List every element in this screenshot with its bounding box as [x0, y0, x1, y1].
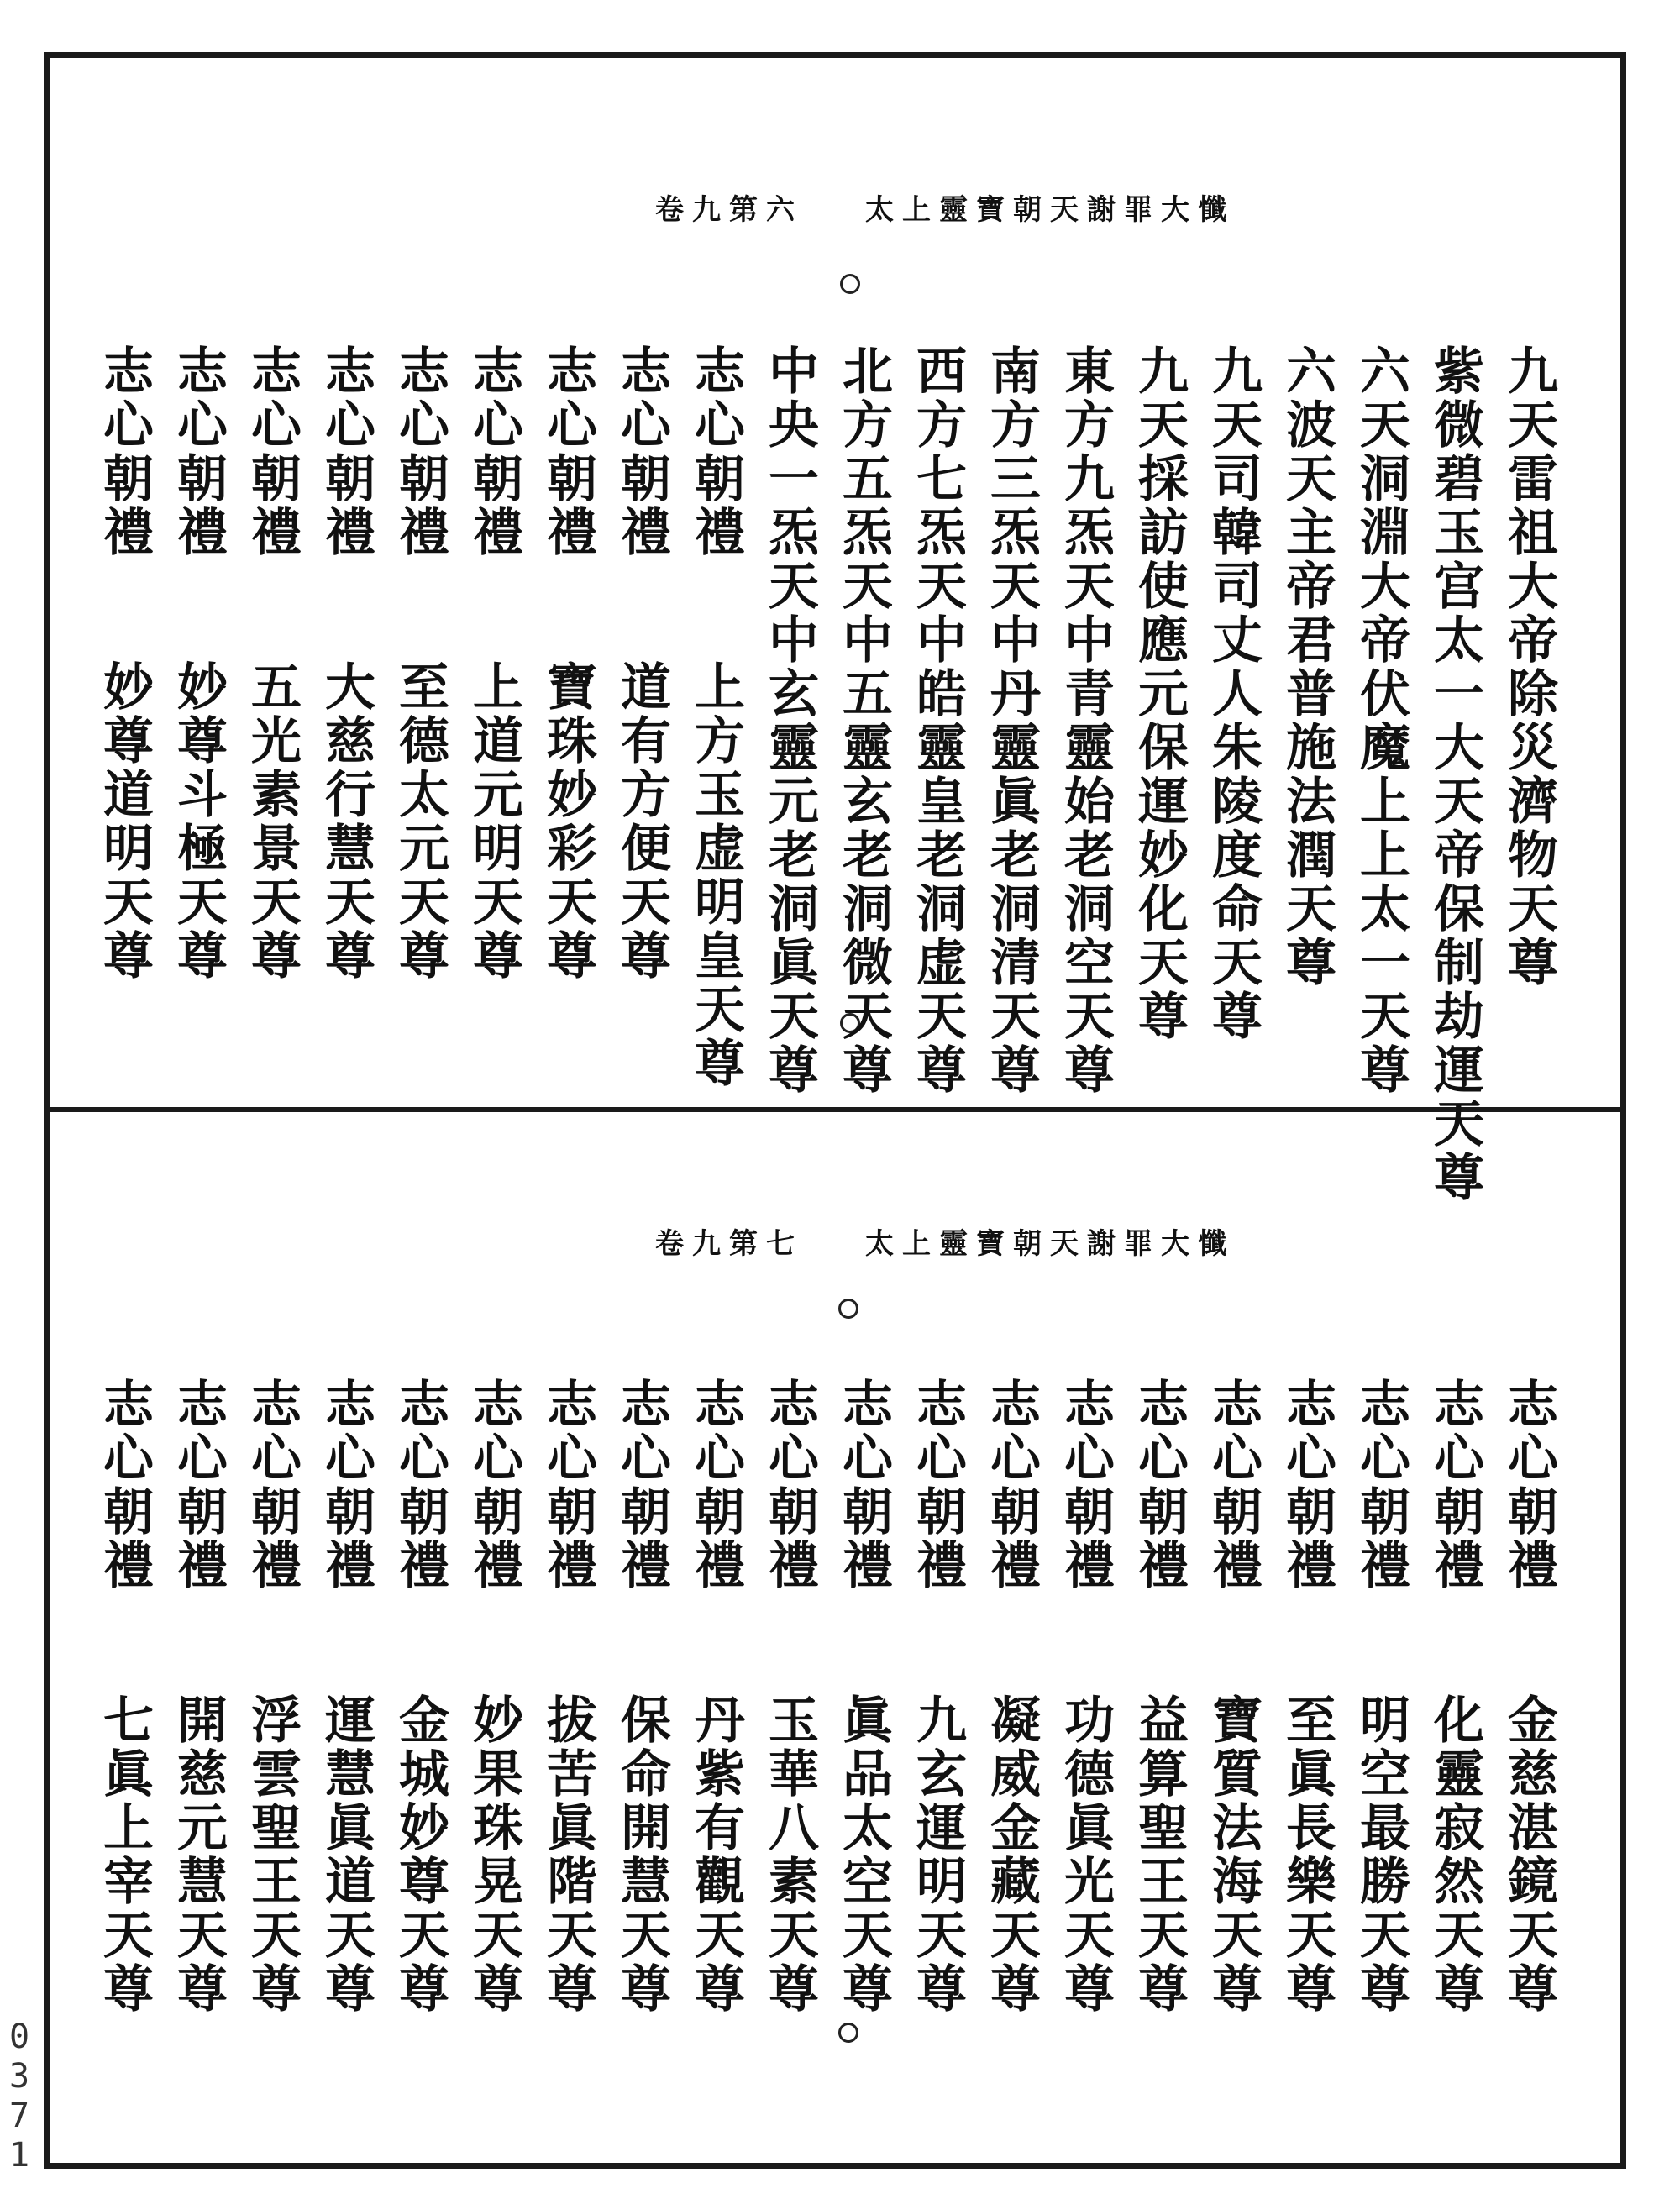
text-column: [243, 1378, 302, 2016]
text-column: [317, 1378, 375, 2016]
column-lead-text: 志心朝禮: [908, 1378, 967, 1593]
text-column: [391, 344, 449, 983]
column-gap: [124, 1593, 125, 1693]
column-lead-text: 志心朝禮: [760, 1378, 819, 1593]
column-lead-text: 九天雷祖大帝除災濟物天尊: [1499, 344, 1558, 989]
text-column: [1425, 1378, 1484, 2016]
column-gap: [1307, 1593, 1308, 1693]
column-lead-text: 志心朝禮: [465, 1378, 523, 1593]
text-column: [686, 1378, 745, 2016]
deity-name: 至眞長樂天尊: [1278, 1693, 1336, 2016]
deity-name: 五光素景天尊: [243, 660, 302, 983]
panel-divider: [44, 1107, 1626, 1112]
column-lead-text: 北方五炁天中五靈玄老洞微天尊: [834, 344, 893, 1097]
text-column: [1499, 1378, 1558, 2016]
column-lead-text: 志心朝禮: [391, 344, 449, 559]
deity-name: 明空最勝天尊: [1352, 1693, 1410, 2016]
text-column: [169, 1378, 228, 2016]
column-lead-text: 志心朝禮: [834, 1378, 893, 1593]
deity-name: 凝威金藏天尊: [982, 1693, 1041, 2016]
column-gap: [716, 559, 717, 660]
column-lead-text: 志心朝禮: [1425, 1378, 1484, 1593]
deity-name: 妙尊斗極天尊: [169, 660, 228, 983]
column-gap: [1455, 1593, 1456, 1693]
deity-name: 化靈寂然天尊: [1425, 1693, 1484, 2016]
column-lead-text: 志心朝禮: [317, 344, 375, 559]
deity-name: 至德太元天尊: [391, 660, 449, 983]
column-gap: [198, 559, 199, 660]
column-gap: [642, 559, 643, 660]
deity-name: 眞品太空天尊: [834, 1693, 893, 2016]
text-column: [1352, 344, 1410, 1097]
text-column: [686, 344, 745, 1090]
column-lead-text: 志心朝禮: [538, 1378, 597, 1593]
page-header-volume-bottom: 卷九第七: [655, 1227, 803, 1261]
text-column: [538, 344, 597, 983]
text-column: [169, 344, 228, 983]
text-column: [1278, 1378, 1336, 2016]
binding-hole: [840, 274, 860, 294]
column-lead-text: 志心朝禮: [1499, 1378, 1558, 1593]
page-header-title-top: 太上靈寶朝天謝罪大懺: [865, 193, 1235, 227]
column-lead-text: 志心朝禮: [612, 344, 671, 559]
column-gap: [420, 1593, 421, 1693]
binding-hole: [838, 2023, 858, 2043]
column-gap: [642, 1593, 643, 1693]
text-column: [612, 1378, 671, 2016]
text-column: [1130, 344, 1189, 1043]
text-column: [95, 1378, 154, 2016]
column-lead-text: 東方九炁天中青靈始老洞空天尊: [1056, 344, 1115, 1097]
text-column: [465, 1378, 523, 2016]
column-lead-text: 九天司韓司丈人朱陵度命天尊: [1204, 344, 1263, 1043]
text-column: [834, 1378, 893, 2016]
deity-name: 上道元明天尊: [465, 660, 523, 983]
column-lead-text: 六天洞淵大帝伏魔上上太一天尊: [1352, 344, 1410, 1097]
column-gap: [420, 559, 421, 660]
column-lead-text: 志心朝禮: [465, 344, 523, 559]
side-page-number: 0 3 7 1: [8, 2018, 30, 2175]
text-column: [1352, 1378, 1410, 2016]
column-gap: [716, 1593, 717, 1693]
column-lead-text: 志心朝禮: [243, 344, 302, 559]
column-lead-text: 志心朝禮: [95, 344, 154, 559]
deity-name: 丹紫有觀天尊: [686, 1693, 745, 2016]
column-gap: [568, 559, 569, 660]
column-gap: [198, 1593, 199, 1693]
text-column: [760, 1378, 819, 2016]
column-lead-text: 志心朝禮: [391, 1378, 449, 1593]
text-column: [834, 344, 893, 1097]
deity-name: 道有方便天尊: [612, 660, 671, 983]
column-lead-text: 志心朝禮: [169, 344, 228, 559]
column-gap: [346, 1593, 347, 1693]
column-lead-text: 中央一炁天中玄靈元老洞眞天尊: [760, 344, 819, 1097]
text-column: [317, 344, 375, 983]
column-lead-text: 紫微碧玉宫太一大天帝保制劫運天尊: [1425, 344, 1484, 1204]
deity-name: 妙果珠晃天尊: [465, 1693, 523, 2016]
binding-hole: [838, 1299, 858, 1319]
column-lead-text: 志心朝禮: [95, 1378, 154, 1593]
text-column: [612, 344, 671, 983]
column-lead-text: 志心朝禮: [1352, 1378, 1410, 1593]
column-lead-text: 志心朝禮: [1130, 1378, 1189, 1593]
text-column: [95, 344, 154, 983]
deity-name: 保命開慧天尊: [612, 1693, 671, 2016]
column-gap: [1529, 1593, 1530, 1693]
text-column: [1204, 344, 1263, 1043]
deity-name: 九玄運明天尊: [908, 1693, 967, 2016]
deity-name: 玉華八素天尊: [760, 1693, 819, 2016]
deity-name: 運慧眞道天尊: [317, 1693, 375, 2016]
text-column: [982, 1378, 1041, 2016]
deity-name: 寶珠妙彩天尊: [538, 660, 597, 983]
deity-name: 金慈湛鏡天尊: [1499, 1693, 1558, 2016]
column-lead-text: 六波天主帝君普施法潤天尊: [1278, 344, 1336, 989]
column-lead-text: 志心朝禮: [538, 344, 597, 559]
text-column: [1425, 344, 1484, 1204]
deity-name: 七眞上宰天尊: [95, 1693, 154, 2016]
column-gap: [937, 1593, 938, 1693]
column-gap: [1233, 1593, 1234, 1693]
column-gap: [1011, 1593, 1012, 1693]
column-lead-text: 南方三炁天中丹靈眞老洞清天尊: [982, 344, 1041, 1097]
column-gap: [272, 559, 273, 660]
column-lead-text: 志心朝禮: [169, 1378, 228, 1593]
text-column: [1204, 1378, 1263, 2016]
column-lead-text: 西方七炁天中皓靈皇老洞虚天尊: [908, 344, 967, 1097]
text-column: [538, 1378, 597, 2016]
column-gap: [124, 559, 125, 660]
text-column: [391, 1378, 449, 2016]
column-lead-text: 志心朝禮: [686, 344, 745, 559]
text-column: [908, 1378, 967, 2016]
column-lead-text: 志心朝禮: [317, 1378, 375, 1593]
column-lead-text: 志心朝禮: [1056, 1378, 1115, 1593]
deity-name: 拔苦眞階天尊: [538, 1693, 597, 2016]
text-column: [1056, 1378, 1115, 2016]
column-lead-text: 志心朝禮: [686, 1378, 745, 1593]
page-header-volume-top: 卷九第六: [655, 193, 803, 227]
text-column: [760, 344, 819, 1097]
deity-name: 上方玉虚明皇天尊: [686, 660, 745, 1090]
deity-name: 寶質法海天尊: [1204, 1693, 1263, 2016]
text-column: [1056, 344, 1115, 1097]
column-gap: [1159, 1593, 1160, 1693]
deity-name: 益算聖王天尊: [1130, 1693, 1189, 2016]
text-column: [1499, 344, 1558, 989]
column-gap: [272, 1593, 273, 1693]
deity-name: 大慈行慧天尊: [317, 660, 375, 983]
column-lead-text: 九天採訪使應元保運妙化天尊: [1130, 344, 1189, 1043]
column-gap: [494, 559, 495, 660]
column-lead-text: 志心朝禮: [982, 1378, 1041, 1593]
column-gap: [568, 1593, 569, 1693]
column-lead-text: 志心朝禮: [612, 1378, 671, 1593]
text-column: [1130, 1378, 1189, 2016]
text-column: [243, 344, 302, 983]
text-column: [908, 344, 967, 1097]
deity-name: 妙尊道明天尊: [95, 660, 154, 983]
text-column: [1278, 344, 1336, 989]
column-gap: [1085, 1593, 1086, 1693]
page-header-title-bottom: 太上靈寶朝天謝罪大懺: [865, 1227, 1235, 1261]
deity-name: 開慈元慧天尊: [169, 1693, 228, 2016]
text-column: [465, 344, 523, 983]
column-gap: [494, 1593, 495, 1693]
deity-name: 浮雲聖王天尊: [243, 1693, 302, 2016]
text-column: [982, 344, 1041, 1097]
deity-name: 功德眞光天尊: [1056, 1693, 1115, 2016]
deity-name: 金城妙尊天尊: [391, 1693, 449, 2016]
column-gap: [346, 559, 347, 660]
column-gap: [1381, 1593, 1382, 1693]
column-lead-text: 志心朝禮: [1278, 1378, 1336, 1593]
column-lead-text: 志心朝禮: [243, 1378, 302, 1593]
column-lead-text: 志心朝禮: [1204, 1378, 1263, 1593]
